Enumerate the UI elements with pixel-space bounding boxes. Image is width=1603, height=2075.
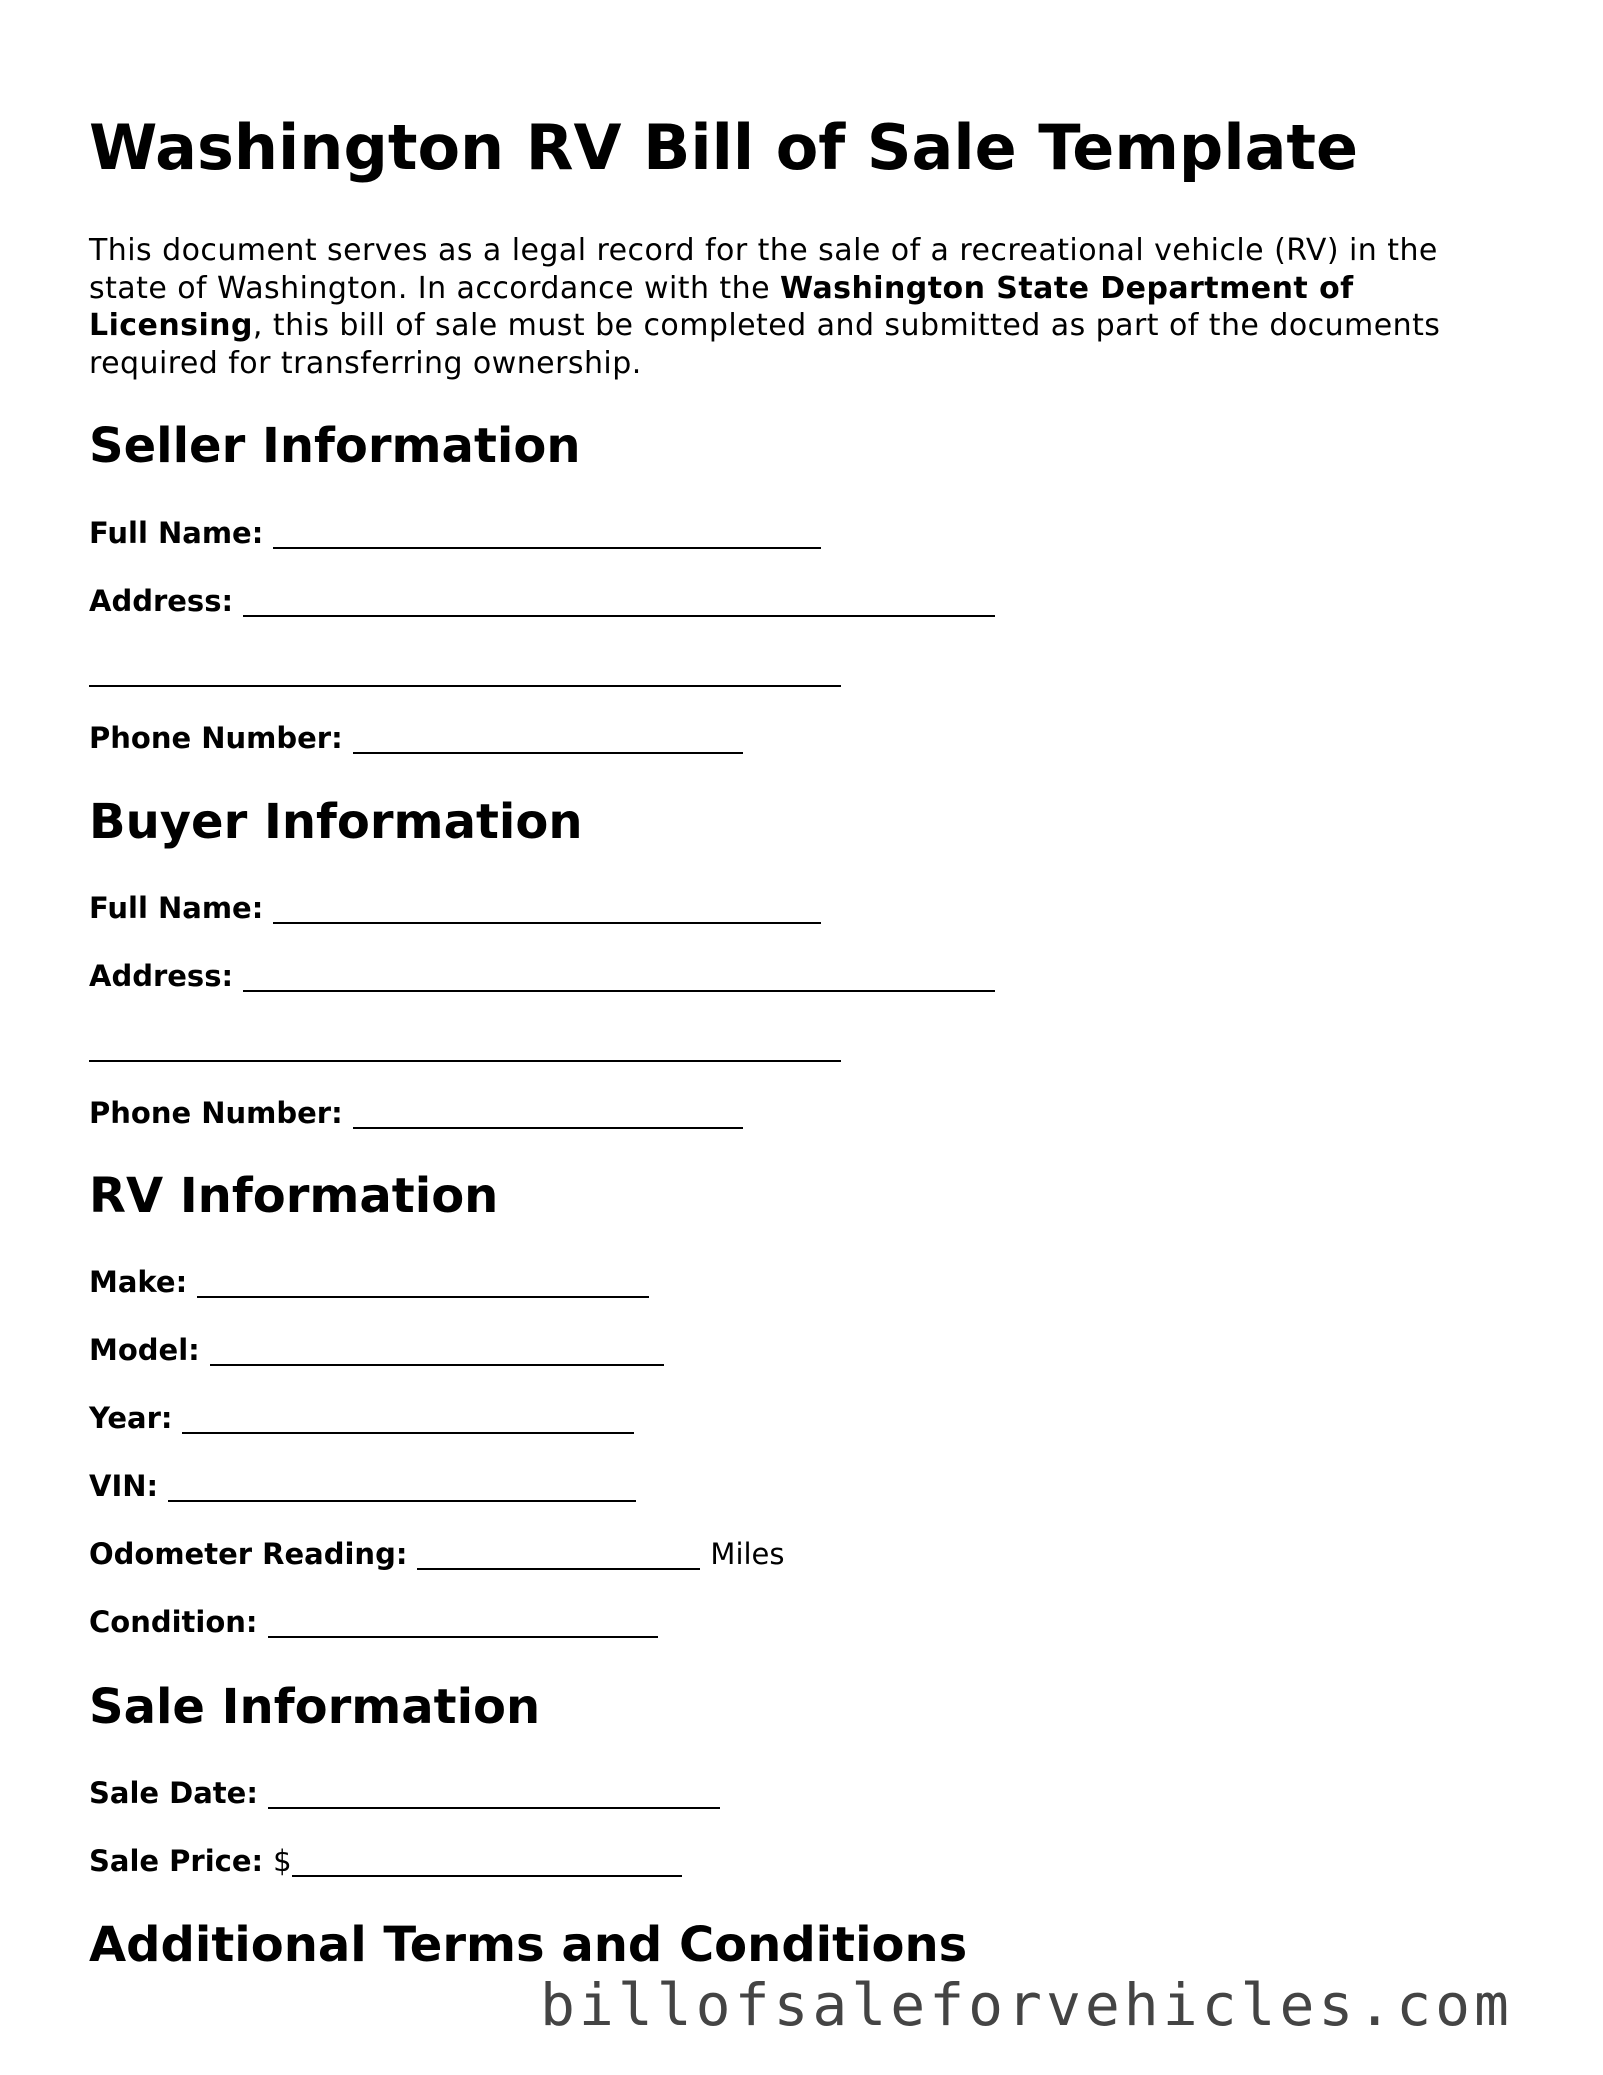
- seller-phone-blank[interactable]: [353, 722, 743, 754]
- buyer-full-name-label: Full Name:: [89, 891, 264, 925]
- sale-price-label: Sale Price:: [89, 1844, 264, 1878]
- buyer-address-line-2[interactable]: [89, 1060, 841, 1062]
- seller-address-field: [89, 581, 995, 621]
- seller-phone-label: Phone Number:: [89, 721, 343, 755]
- seller-phone-field: [89, 718, 743, 758]
- rv-odometer-field: [89, 1534, 785, 1574]
- rv-condition-label: Condition:: [89, 1605, 258, 1639]
- sale-price-blank[interactable]: [292, 1845, 682, 1877]
- intro-text-end: , this bill of sale must be completed and submitted as part of the documents required for transferring ownership.: [89, 308, 1441, 381]
- intro-text-start: This document serves as a legal record for the sale of a recreational vehicle (RV) in the state of Washington. In accordance with the: [89, 233, 1438, 306]
- sale-price-field: [89, 1841, 682, 1881]
- rv-odometer-unit: Miles: [710, 1537, 785, 1571]
- rv-year-label: Year:: [89, 1401, 173, 1435]
- buyer-phone-blank[interactable]: [353, 1097, 743, 1129]
- sale-price-currency: $: [273, 1844, 292, 1878]
- rv-section-heading: RV Information: [89, 1168, 499, 1224]
- rv-odometer-label: Odometer Reading:: [89, 1537, 408, 1571]
- rv-condition-field: [89, 1602, 658, 1642]
- buyer-address-field: [89, 956, 995, 996]
- buyer-full-name-blank[interactable]: [273, 892, 821, 924]
- seller-address-label: Address:: [89, 584, 234, 618]
- intro-paragraph: [89, 232, 1509, 382]
- sale-section-heading: Sale Information: [89, 1679, 541, 1735]
- buyer-phone-field: [89, 1093, 743, 1133]
- seller-section-heading: Seller Information: [89, 418, 581, 474]
- seller-address-blank[interactable]: [243, 585, 995, 617]
- buyer-address-blank[interactable]: [243, 960, 995, 992]
- buyer-phone-label: Phone Number:: [89, 1096, 343, 1130]
- rv-vin-blank[interactable]: [168, 1470, 636, 1502]
- rv-year-field: [89, 1398, 634, 1438]
- rv-year-blank[interactable]: [182, 1402, 634, 1434]
- page-title: Washington RV Bill of Sale Template: [89, 111, 1359, 184]
- seller-full-name-blank[interactable]: [273, 517, 821, 549]
- rv-vin-label: VIN:: [89, 1469, 159, 1503]
- seller-address-line-2[interactable]: [89, 685, 841, 687]
- buyer-full-name-field: [89, 888, 821, 928]
- rv-make-field: [89, 1262, 649, 1302]
- site-watermark: billofsaleforvehicles.com: [540, 1971, 1513, 2039]
- rv-make-label: Make:: [89, 1265, 188, 1299]
- rv-model-blank[interactable]: [210, 1334, 664, 1366]
- seller-full-name-field: [89, 513, 821, 553]
- intro-text-agency: Washington State Department of Licensing: [89, 270, 1354, 343]
- rv-model-field: [89, 1330, 664, 1370]
- sale-date-blank[interactable]: [268, 1777, 720, 1809]
- terms-section-heading: Additional Terms and Conditions: [89, 1917, 968, 1973]
- buyer-section-heading: Buyer Information: [89, 794, 583, 850]
- rv-make-blank[interactable]: [197, 1266, 649, 1298]
- rv-vin-field: [89, 1466, 636, 1506]
- rv-odometer-blank[interactable]: [417, 1538, 700, 1570]
- sale-date-label: Sale Date:: [89, 1776, 258, 1810]
- rv-model-label: Model:: [89, 1333, 200, 1367]
- buyer-address-label: Address:: [89, 959, 234, 993]
- sale-date-field: [89, 1773, 720, 1813]
- seller-full-name-label: Full Name:: [89, 516, 264, 550]
- rv-condition-blank[interactable]: [268, 1606, 658, 1638]
